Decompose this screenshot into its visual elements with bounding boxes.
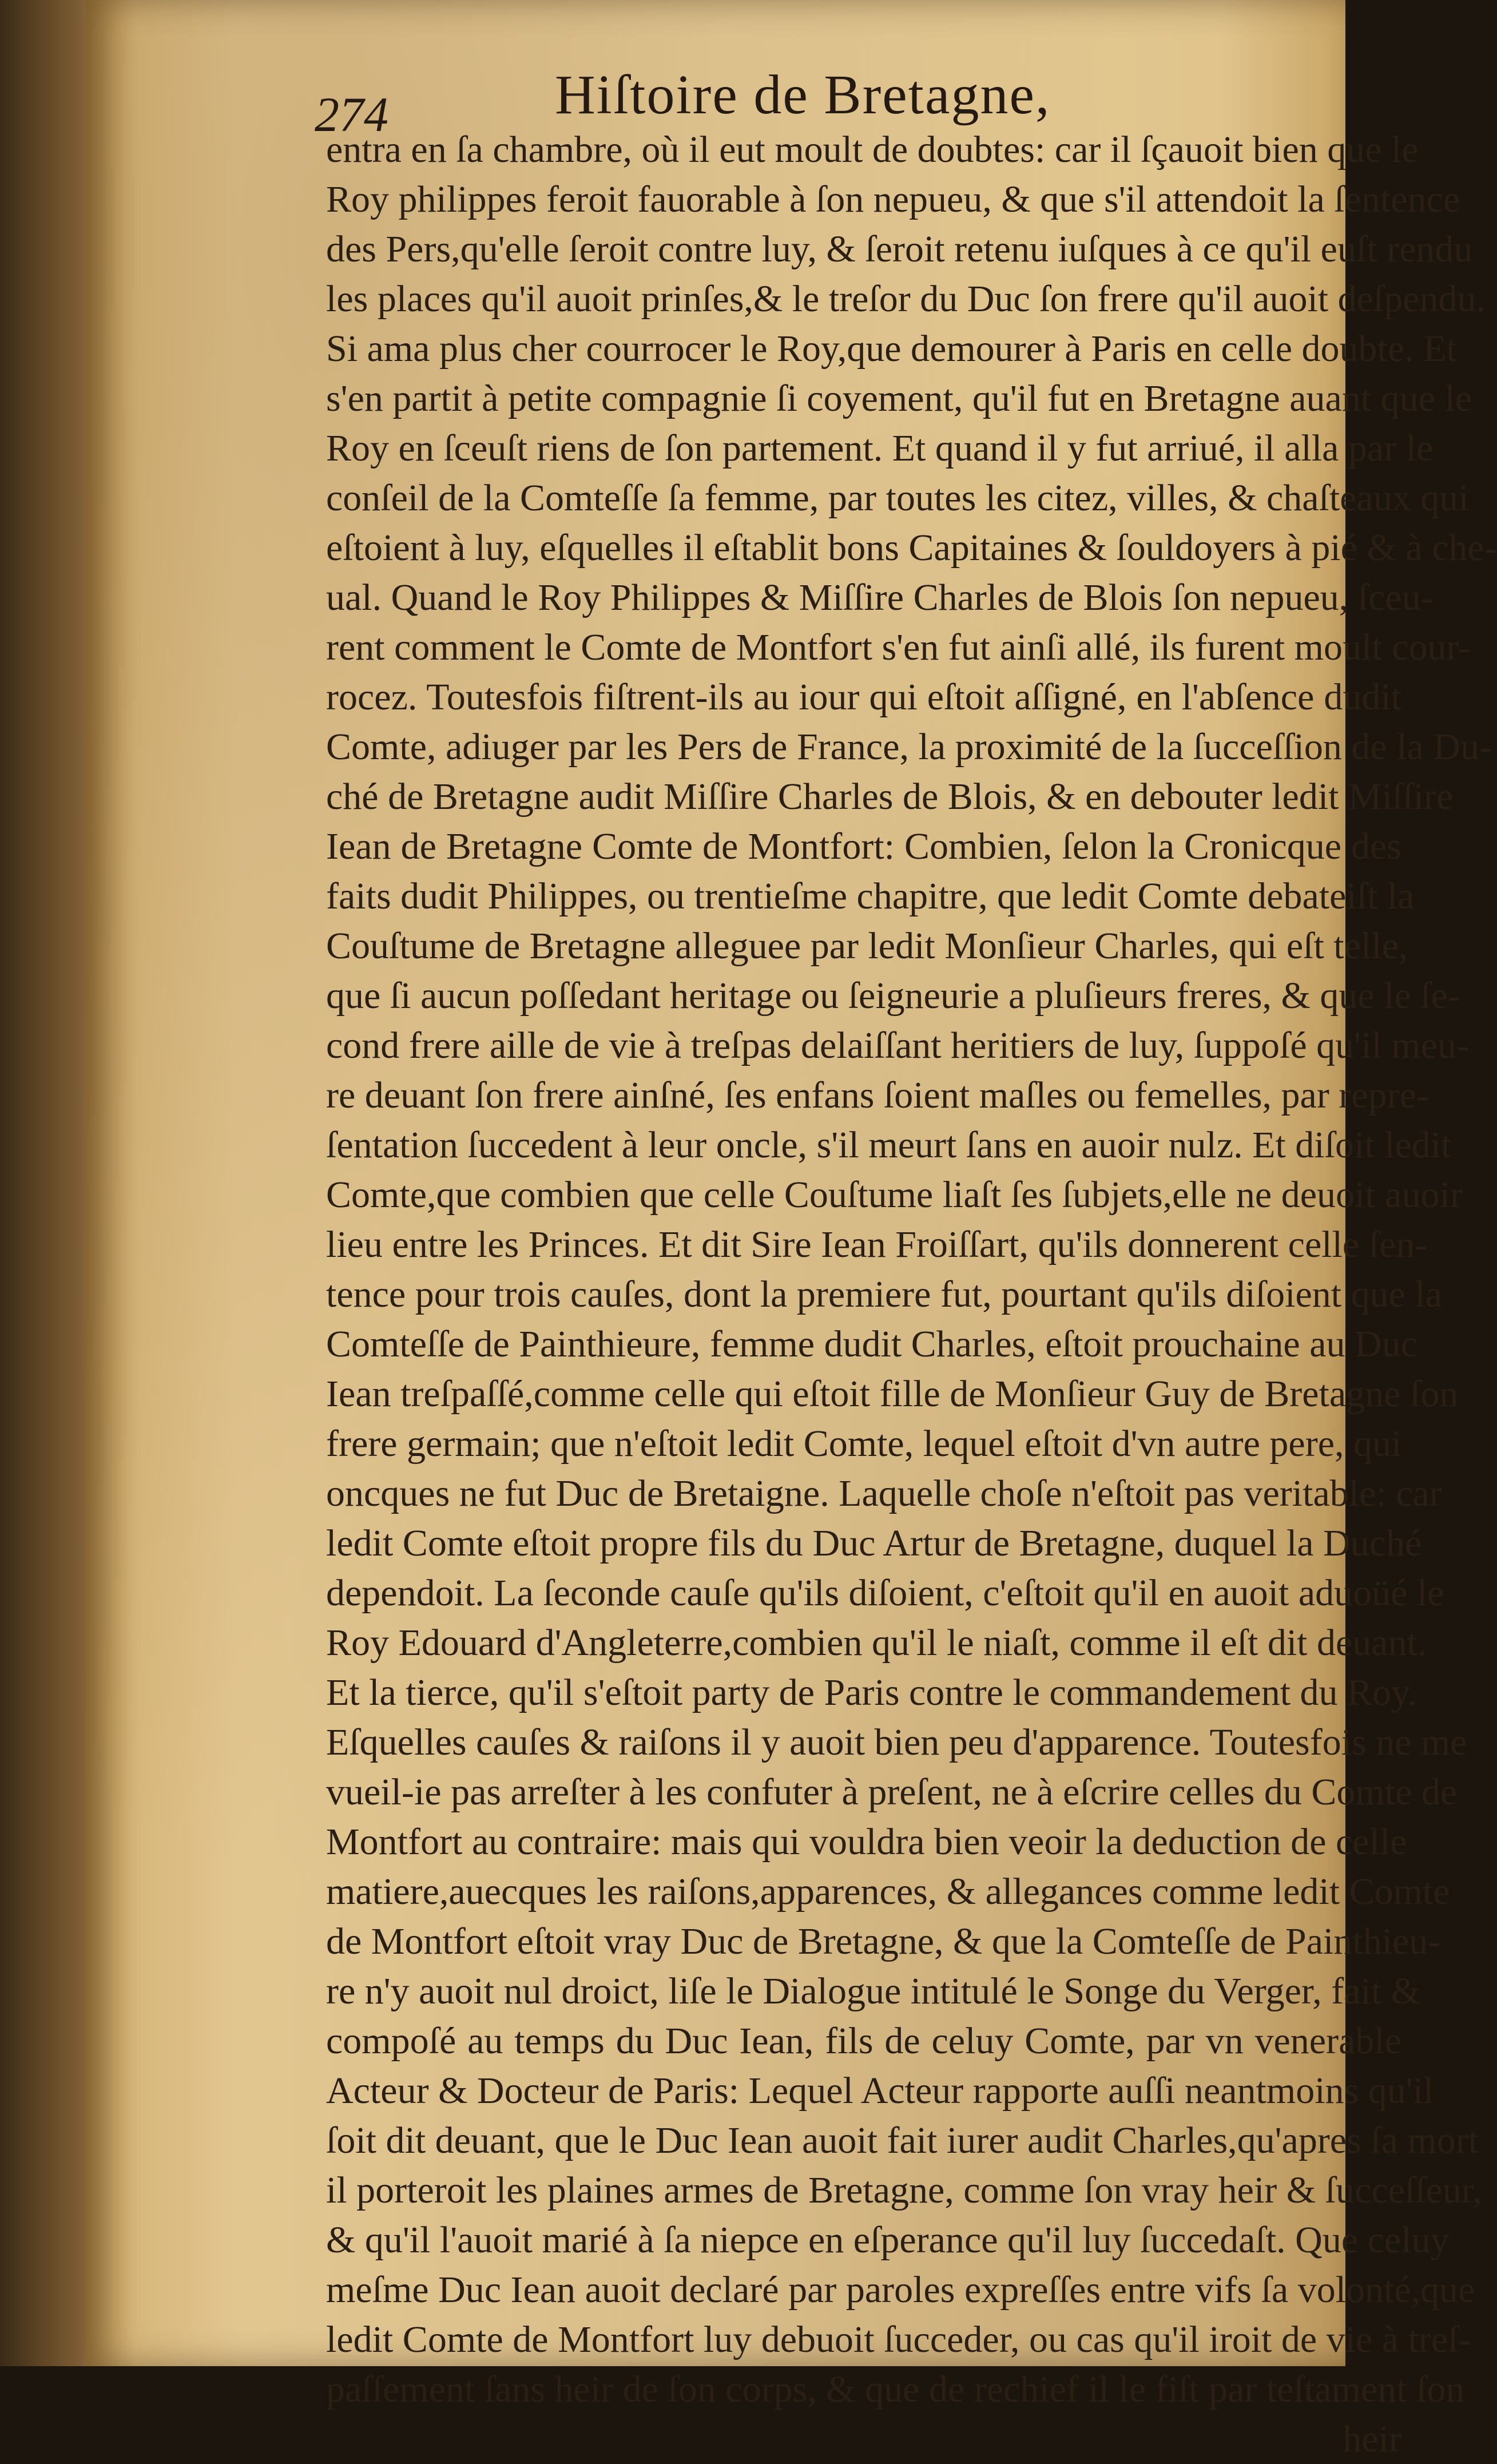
text-line: ſoit dit deuant, que le Duc Iean auoit fait iurer audit Charles,qu'apres ſa mort <box>326 2120 1479 2161</box>
text-line: ledit Comte de Montfort luy debuoit ſucceder, ou cas qu'il iroit de vie à treſ- <box>326 2319 1471 2360</box>
text-line: Si ama plus cher courrocer le Roy,que demourer à Paris en celle doubte. Et <box>326 328 1457 370</box>
text-line: eſtoient à luy, eſquelles il eſtablit bons Capitaines & ſouldoyers à pié & à che- <box>326 527 1497 569</box>
text-line: cond frere aille de vie à treſpas delaiſſant heritiers de luy, ſuppoſé qu'il meu- <box>326 1025 1469 1066</box>
text-line: re n'y auoit nul droict, liſe le Dialogue intitulé le Songe du Verger, fait & <box>326 1970 1421 2012</box>
text-line: de Montfort eſtoit vray Duc de Bretagne, & que la Comteſſe de Painthieu- <box>326 1921 1441 1962</box>
text-line: Roy Edouard d'Angleterre,combien qu'il le niaſt, comme il eſt dit deuant. <box>326 1622 1427 1664</box>
text-line: frere germain; que n'eſtoit ledit Comte, lequel eſtoit d'vn autre pere, qui <box>326 1423 1402 1465</box>
text-line: Roy en ſceuſt riens de ſon partement. Et quand il y fut arriué, il alla par le <box>326 427 1434 469</box>
text-line: & qu'il l'auoit marié à ſa niepce en eſperance qu'il luy ſuccedaſt. Que celuy <box>326 2219 1450 2261</box>
text-line: heir <box>1343 2418 1401 2460</box>
text-line: les places qu'il auoit prinſes,& le treſor du Duc ſon frere qu'il auoit deſpendu. <box>326 278 1486 320</box>
text-line: tence pour trois cauſes, dont la premiere fut, pourtant qu'ils diſoient que la <box>326 1273 1442 1315</box>
text-line: conſeil de la Comteſſe ſa femme, par toutes les citez, villes, & chaſteaux qui <box>326 477 1469 519</box>
text-line: Roy philippes feroit fauorable à ſon nepueu, & que s'il attendoit la ſentence <box>326 178 1460 220</box>
text-line: dependoit. La ſeconde cauſe qu'ils diſoient, c'eſtoit qu'il en auoit aduoüé le <box>326 1572 1444 1614</box>
text-line: ſentation ſuccedent à leur oncle, s'il meurt ſans en auoir nulz. Et diſoit ledit <box>326 1124 1452 1166</box>
text-line: des Pers,qu'elle ſeroit contre luy, & ſeroit retenu iuſques à ce qu'il euſt rendu <box>326 228 1473 270</box>
text-line: Et la tierce, qu'il s'eſtoit party de Paris contre le commandement du Roy. <box>326 1672 1417 1713</box>
text-line: ual. Quand le Roy Philippes & Miſſire Charles de Blois ſon nepueu, ſceu- <box>326 577 1434 618</box>
text-line: rocez. Toutesfois fiſtrent-ils au iour qui eſtoit aſſigné, en l'abſence dudit <box>326 676 1401 718</box>
text-line: ledit Comte eſtoit propre fils du Duc Artur de Bretagne, duquel la Duché <box>326 1522 1422 1564</box>
text-line: Couſtume de Bretagne alleguee par ledit Monſieur Charles, qui eſt telle, <box>326 925 1408 967</box>
text-line: Eſquelles cauſes & raiſons il y auoit bien peu d'apparence. Toutesfois ne me <box>326 1721 1467 1763</box>
text-line: vueil-ie pas arreſter à les confuter à preſent, ne à eſcrire celles du Comte de <box>326 1771 1458 1813</box>
page-number: 274 <box>315 87 388 142</box>
text-line: s'en partit à petite compagnie ſi coyement, qu'il fut en Bretagne auant que le <box>326 378 1472 419</box>
text-line: que ſi aucun poſſedant heritage ou ſeigneurie a pluſieurs freres, & que le ſe- <box>326 975 1460 1017</box>
text-line: re deuant ſon frere ainſné, ſes enfans ſoient maſles ou femelles, par repre- <box>326 1074 1429 1116</box>
text-line: Iean treſpaſſé,comme celle qui eſtoit fille de Monſieur Guy de Bretagne ſon <box>326 1373 1459 1415</box>
text-line: meſme Duc Iean auoit declaré par paroles expreſſes entre vifs ſa volonté,que <box>326 2269 1475 2311</box>
text-line: rent comment le Comte de Montfort s'en fut ainſi allé, ils furent moult cour- <box>326 626 1471 668</box>
text-line: Acteur & Docteur de Paris: Lequel Acteur rapporte auſſi neantmoins qu'il <box>326 2070 1434 2112</box>
text-line: il porteroit les plaines armes de Bretagne, comme ſon vray heir & ſucceſſeur, <box>326 2169 1482 2211</box>
text-line: ché de Bretagne audit Miſſire Charles de Blois, & en debouter ledit Miſſire <box>326 776 1454 818</box>
running-head: Hiſtoire de Bretagne, <box>555 64 1051 126</box>
body-text <box>326 125 1497 2464</box>
text-line: Comteſſe de Painthieure, femme dudit Charles, eſtoit prouchaine au Duc <box>326 1323 1417 1365</box>
text-line: Comte,que combien que celle Couſtume liaſt ſes ſubjets,elle ne deuoit auoir <box>326 1174 1463 1216</box>
text-line: paſſement ſans heir de ſon corps, & que de rechief il le fiſt par teſtament ſon <box>326 2368 1465 2410</box>
text-line: Comte, adiuger par les Pers de France, la proximité de la ſucceſſion de la Du- <box>326 726 1492 768</box>
text-line: entra en ſa chambre, où il eut moult de doubtes: car il ſçauoit bien que le <box>326 129 1419 170</box>
text-line: matiere,auecques les raiſons,apparences, & allegances comme ledit Comte <box>326 1871 1450 1913</box>
text-line: compoſé au temps du Duc Iean, fils de celuy Comte, par vn venerable <box>326 2020 1401 2062</box>
text-line: Iean de Bretagne Comte de Montfort: Combien, ſelon la Cronicque des <box>326 826 1401 867</box>
text-line: faits dudit Philippes, ou trentieſme chapitre, que ledit Comte debateiſt la <box>326 875 1415 917</box>
text-line: oncques ne fut Duc de Bretaigne. Laquelle choſe n'eſtoit pas veritable: car <box>326 1473 1442 1514</box>
text-line: lieu entre les Princes. Et dit Sire Iean Froiſſart, qu'ils donnerent celle ſen- <box>326 1224 1428 1265</box>
text-line: Montfort au contraire: mais qui vouldra bien veoir la deduction de celle <box>326 1821 1407 1863</box>
book-page <box>86 0 1497 2460</box>
